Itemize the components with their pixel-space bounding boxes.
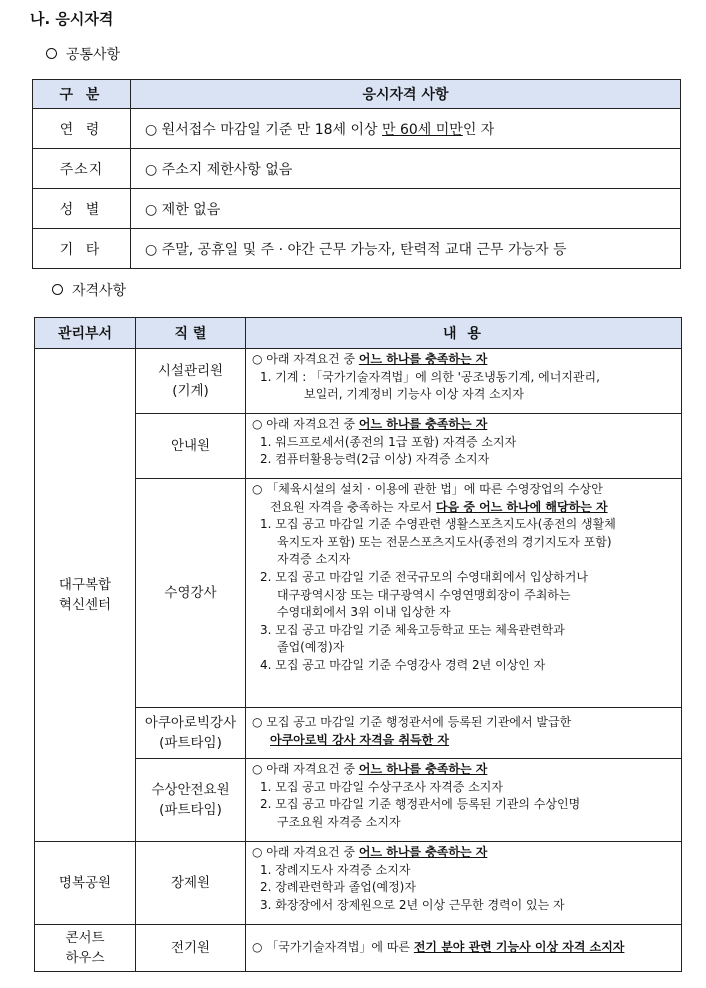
circle-bullet-icon [46, 48, 57, 59]
row-label-age: 연 령 [33, 109, 131, 149]
header-dept: 관리부서 [35, 318, 136, 349]
row-value-age: ○ 원서접수 마감일 기준 만 18세 이상 만 60세 미만인 자 [131, 109, 681, 149]
qual-heading [52, 280, 126, 300]
content-swim: ○ 「체육시설의 설치 · 이용에 관한 법」에 따른 수영장업의 수상안 전요원 자격을 충족하는 자로서 다음 중 어느 하나에 해당하는 자 1. 모집 공고 마감일 기준 수영관련 생활스포츠지도사(종전의 생활체 육지도자 포함) 또는 전문스포츠지도사(종전의 경기지도자 포함) 자격증 소지자 2. 모집 공고 마감일 기준 전국규모의 수영대회에서 입상하거나 대구광역시장 또는 대구광역시 수영연맹회장이 주최하는 수영대회에서 3위 이내 입상한 자 3. 모집 공고 마감일 기준 체육고등학교 또는 체육관련학과 졸업(예정)자 4. 모집 공고 마감일 기준 수영강사 경력 2년 이상인 자 [246, 479, 682, 708]
header-job: 직 렬 [136, 318, 246, 349]
job-funeral: 장제원 [136, 842, 246, 925]
row-label-other: 기 타 [33, 229, 131, 269]
header-content: 내 용 [246, 318, 682, 349]
header-requirement: 응시자격 사항 [131, 80, 681, 109]
content-aqua: ○ 모집 공고 마감일 기준 행정관서에 등록된 기관에서 발급한 아쿠아로빅 강사 자격을 취득한 자 [246, 708, 682, 759]
table-row [35, 349, 682, 414]
common-heading-text: 공통사항 [66, 47, 121, 63]
job-guide: 안내원 [136, 414, 246, 479]
dept-name-line: 대구복합 [58, 577, 112, 593]
dept-cell-daegu [35, 349, 136, 842]
common-table [32, 79, 681, 269]
table-row [35, 925, 682, 972]
job-aqua: 아쿠아로빅강사 (파트타임) [136, 708, 246, 759]
content-electric: ○ 「국가기술자격법」에 따른 전기 분야 관련 기능사 이상 자격 소지자 [246, 925, 682, 972]
section-title: 나. 응시자격 [30, 10, 114, 28]
content-guide: ○ 아래 자격요건 중 어느 하나를 충족하는 자 1. 워드프로세서(종전의 1급 포함) 자격증 소지자 2. 컴퓨터활용능력(2급 이상) 자격증 소지자 [246, 414, 682, 479]
row-label-gender: 성 별 [33, 189, 131, 229]
job-swim: 수영강사 [136, 479, 246, 708]
row-label-address: 주소지 [33, 149, 131, 189]
content-funeral: ○ 아래 자격요건 중 어느 하나를 충족하는 자 1. 장례지도사 자격증 소지자 2. 장례관련학과 졸업(예정)자 3. 화장장에서 장제원으로 2년 이상 근무한 경력이 있는 자 [246, 842, 682, 925]
table-row [33, 149, 681, 189]
row-value-other: ○ 주말, 공휴일 및 주 · 야간 근무 가능자, 탄력적 교대 근무 가능자 등 [131, 229, 681, 269]
table-row [35, 842, 682, 925]
dept-cell-myeongbok: 명복공원 [35, 842, 136, 925]
content-facility: ○ 아래 자격요건 중 어느 하나를 충족하는 자 1. 기계 : 「국가기술자격법」에 의한 '공조냉동기계, 에너지관리, 보일러, 기계정비 기능사 이상 자격 소지자 [246, 349, 682, 414]
row-value-address: ○ 주소지 제한사항 없음 [131, 149, 681, 189]
row-value-gender: ○ 제한 없음 [131, 189, 681, 229]
qual-table [34, 317, 682, 972]
common-header-row [33, 80, 681, 109]
age-limit-underlined: 만 60세 미만 [382, 121, 463, 138]
table-row [33, 109, 681, 149]
table-row [33, 229, 681, 269]
job-facility: 시설관리원 (기계) [136, 349, 246, 414]
qual-header-row [35, 318, 682, 349]
dept-name-line: 혁신센터 [58, 597, 112, 613]
job-electric: 전기원 [136, 925, 246, 972]
job-safety: 수상안전요원 (파트타임) [136, 759, 246, 842]
content-safety: ○ 아래 자격요건 중 어느 하나를 충족하는 자 1. 모집 공고 마감일 수상구조사 자격증 소지자 2. 모집 공고 마감일 기준 행정관서에 등록된 기관의 수상인명 구조요원 자격증 소지자 [246, 759, 682, 842]
table-row [33, 189, 681, 229]
common-heading [46, 44, 120, 64]
circle-bullet-icon [52, 284, 63, 295]
header-category: 구 분 [33, 80, 131, 109]
dept-cell-concert: 콘서트 하우스 [35, 925, 136, 972]
qual-heading-text: 자격사항 [72, 283, 127, 299]
